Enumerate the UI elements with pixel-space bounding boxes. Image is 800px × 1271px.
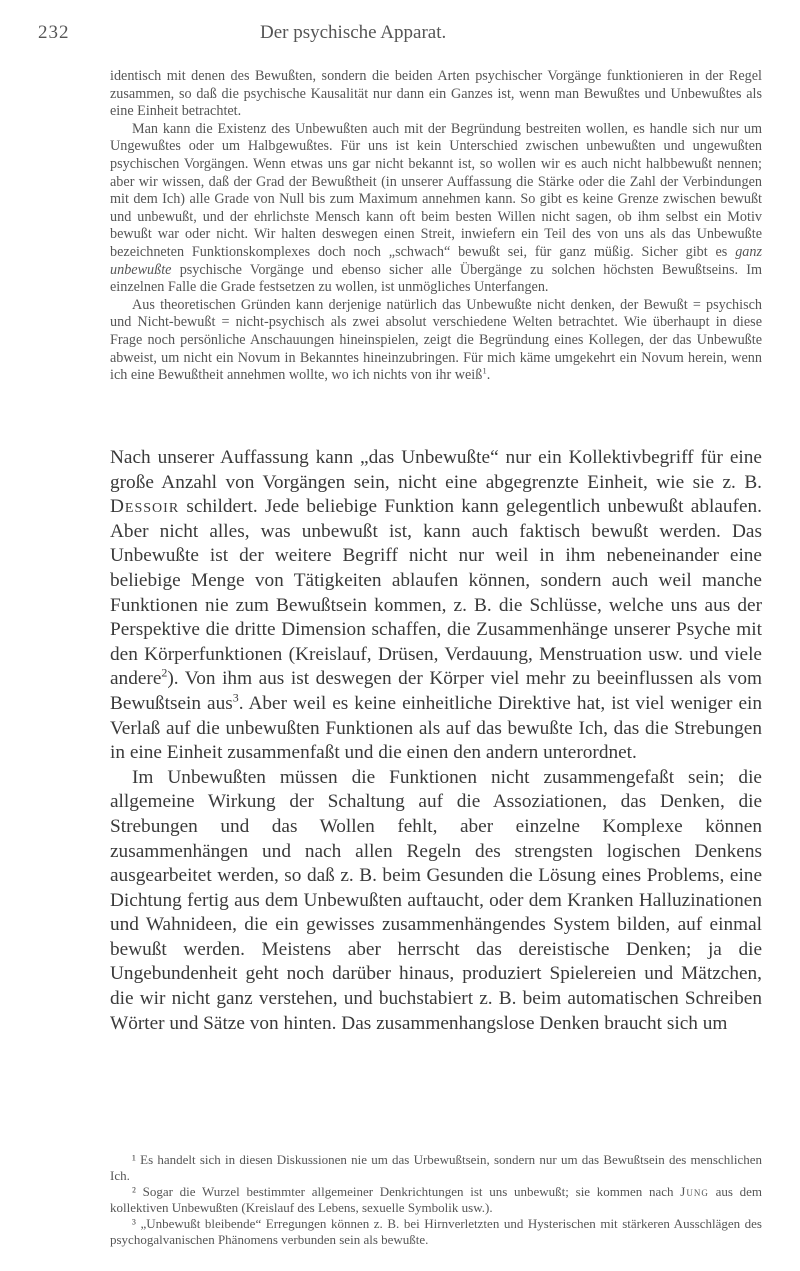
- small-paragraph-3-text-a: Aus theoretischen Gründen kann derjenige natürlich das Unbewußte nicht denken, der Bewußt = psychisch und Nicht-bewußt = nicht-psychisch als zwei absolut verschiedene Welten betrachtet. Wie überhaupt in diese Frage noch persönliche Anschauungen hineinspielen, zeigt die Begründung eines Kollegen, der das Unbewußte abweist, um nicht ein Novum in Bekanntes hineinzubringen. Für mich käme umgekehrt ein Novum herein, wenn ich eine Bewußtheit annehmen wollte, wo ich nichts von ihr weiß: [110, 296, 762, 384]
- small-paragraph-2-emphasis: ganz unbewußte: [110, 243, 762, 278]
- running-head: Der psychische Apparat.: [260, 22, 447, 43]
- small-paragraph-3-text-b: .: [486, 367, 491, 384]
- footnote-2: [110, 1184, 762, 1216]
- author-name-dessoir: Dessoir: [110, 496, 180, 518]
- footnotes: [110, 1152, 762, 1248]
- footnote-2-text-a: ² Sogar die Wurzel bestimmter allgemeiner Denkrichtungen ist uns unbewußt; sie kommen nach: [132, 1184, 681, 1199]
- small-paragraph-2: [110, 121, 762, 297]
- main-paragraph-1-text-b: schildert. Jede beliebige Funktion kann gelegentlich unbewußt ablaufen. Aber nicht alles, was unbewußt ist, kann auch faktisch bewußt werden. Das Unbewußte ist der weitere Begriff nicht nur weil in ihm nebeneinander eine beliebige Menge von Tätigkeiten ablaufen können, sondern auch weil manche Funktionen nie zum Bewußtsein kommen, z. B. die Schlüsse, welche uns aus der Perspektive die dritte Dimension schaffen, die Zusammenhänge unserer Psyche mit den Körperfunktionen (Kreislauf, Drüsen, Verdauung, Menstruation usw. und viele andere: [110, 496, 762, 690]
- small-paragraph-2-text-b: psychische Vorgänge und ebenso sicher alle Übergänge zu solchen höchsten Bewußtseins. Im einzelnen Falle die Grade festsetzen zu wollen, ist unmögliches Unterfangen.: [110, 261, 762, 296]
- small-print-section: [110, 68, 762, 385]
- footnote-2-text-b: aus dem kollektiven Unbewußten (Kreislauf des Lebens, sexuelle Symbolik usw.).: [110, 1184, 762, 1215]
- footnote-ref-1: 1: [482, 365, 487, 376]
- main-paragraph-2: Im Unbewußten müssen die Funktionen nicht zusammengefaßt sein; die allgemeine Wirkung der Schaltung auf die Assoziationen, das Denken, die Strebungen und das Wollen fehlt, aber einzelne Komplexe können zusammenhängen und nach allen Regeln des strengsten logischen Denkens ausgearbeitet werden, so daß z. B. beim Gesunden die Lösung eines Problems, eine Dichtung fertig aus dem Unbewußten auftaucht, oder dem Kranken Halluzinationen und Wahnideen, die ein gewisses zusammenhängendes System bilden, auf einmal bewußt werden. Meistens aber herrscht das dereistische Denken; ja die Ungebundenheit geht noch darüber hinaus, produziert Spielereien und Mätzchen, die wir nicht ganz verstehen, und buchstabiert z. B. beim automatischen Schreiben Wörter und Sätze von hinten. Das zusammenhangslose Denken braucht sich um: [110, 766, 762, 1034]
- footnote-ref-3: 3: [232, 690, 239, 705]
- main-paragraph-1-text-a: Nach unserer Auffassung kann „das Unbewußte“ nur ein Kollektivbegriff für eine große Anzahl von Vorgängen sein, nicht eine abgegrenzte Einheit, wie sie z. B.: [110, 447, 762, 493]
- page-number: 232: [38, 22, 70, 43]
- author-name-jung: Jung: [680, 1184, 709, 1199]
- main-paragraph-1: [110, 446, 762, 766]
- footnote-ref-2: 2: [161, 665, 168, 680]
- small-paragraph-3: [110, 297, 762, 385]
- small-paragraph-1: identisch mit denen des Bewußten, sondern die beiden Arten psychischer Vorgänge funktionieren in der Regel zusammen, so daß die psychische Kausalität nur dann ein Ganzes ist, wenn man Bewußtes und Unbewußtes als eine Einheit betrachtet.: [110, 68, 762, 120]
- main-paragraph-1-text-d: . Aber weil es keine einheitliche Direktive hat, ist viel weniger ein Verlaß auf die unbewußten Funktionen als auf das bewußte Ich, das die Strebungen in eine Einheit zusammenfaßt und die einen den andern unterordnet.: [110, 692, 763, 764]
- main-paragraph-1-text-c: ). Von ihm aus ist deswegen der Körper viel mehr zu beeinflussen als vom Bewußtsein aus: [110, 668, 762, 714]
- footnote-1: ¹ Es handelt sich in diesen Diskussionen nie um das Urbewußtsein, sondern nur um das Bewußtsein des menschlichen Ich.: [110, 1152, 762, 1183]
- page-header: [38, 22, 758, 46]
- footnote-3: ³ „Unbewußt bleibende“ Erregungen können z. B. bei Hirnverletzten und Hysterischen mit stärkeren Ausschlägen des psychogalvanischen Phänomens verbunden sein als bewußte.: [110, 1216, 762, 1247]
- small-paragraph-2-text-a: Man kann die Existenz des Unbewußten auch mit der Begründung bestreiten wollen, es handle sich nur um Ungewußtes oder um Halbgewußtes. Für uns ist kein Unterschied zwischen unbewußten und ungewußten psychischen Vorgängen. Wenn etwas uns gar nicht bekannt ist, so wollen wir es auch nicht halbbewußt nennen; aber wir wissen, daß der Grad der Bewußtheit (in unserer Auffassung die Stärke oder die Zahl der Verbindungen mit dem Ich) alle Grade von Null bis zum Maximum annehmen kann. So gibt es keine Grenze zwischen bewußt und unbewußt, und der ehrlichste Mensch kann oft beim besten Willen nicht sagen, ob ihm selbst ein Motiv bewußt war oder nicht. Wir halten deswegen einen Streit, inwiefern ein Teil des von uns als das Unbewußte bezeichneten Funktionskomplexes doch noch „schwach“ bewußt sei, für ganz müßig. Sicher gibt es: [110, 120, 762, 260]
- main-text-section: [110, 446, 762, 1036]
